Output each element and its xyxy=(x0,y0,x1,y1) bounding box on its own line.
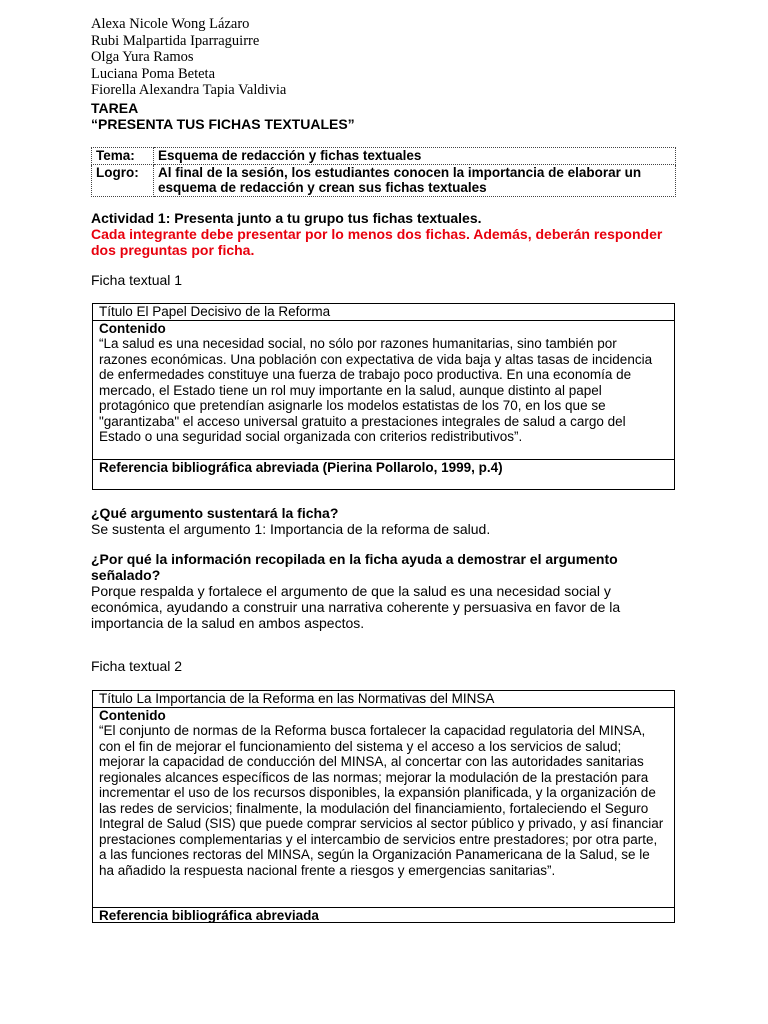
assignment-label: TAREA xyxy=(91,100,139,116)
ficha1-card xyxy=(92,303,675,490)
logro-label: Logro: xyxy=(92,164,154,196)
table-row xyxy=(92,164,676,196)
activity-title: Actividad 1: Presenta junto a tu grupo tus fichas textuales. xyxy=(91,210,482,226)
ficha2-reference: Referencia bibliográfica abreviada xyxy=(99,907,319,923)
logro-value: Al final de la sesión, los estudiantes conocen la importancia de elaborar un esquema de redacción y crean sus fichas textuales xyxy=(154,164,676,196)
tema-label: Tema: xyxy=(92,148,154,165)
question-text: ¿Qué argumento sustentará la ficha? xyxy=(91,505,339,521)
ficha2-content-label: Contenido xyxy=(99,707,166,723)
author-name: Rubi Malpartida Iparraguirre xyxy=(91,32,260,49)
ficha1-content-label: Contenido xyxy=(99,320,166,336)
ficha2-content-cell xyxy=(93,708,674,908)
table-row xyxy=(92,148,676,165)
tema-value: Esquema de redacción y fichas textuales xyxy=(154,148,676,165)
ficha1-reference: Referencia bibliográfica abreviada (Pierina Pollarolo, 1999, p.4) xyxy=(99,459,503,475)
ficha2-content-text: “El conjunto de normas de la Reforma busca fortalecer la capacidad regulatoria del MINSA, con el fin de mejorar el funcionamiento del sistema y el acceso a los servicios de salud; mejorar la capacidad de conducción del MINSA, al concertar con las autoridades sanitarias regionales alcances específicos de las normas; mejorar la modulación de la prestación para incrementar el uso de los recursos disponibles, la expansión planificada, y la organización de las redes de servicios; finalmente, la modulación del financiamiento, fortaleciendo el Seguro Integral de Salud (SIS) que puede comprar servicios al sector público y privado, y así financiar prestaciones complementarias y el intercambio de servicios entre prestadores; por otra parte, a las funciones rectoras del MINSA, según la Organización Panamericana de la Salud, se le ha añadido la respuesta nacional frente a riesgos y emergencias sanitarias”. xyxy=(99,723,664,878)
assignment-header xyxy=(91,100,355,132)
author-name: Olga Yura Ramos xyxy=(91,49,194,65)
ficha2-card xyxy=(92,690,675,923)
activity-section xyxy=(91,210,681,258)
author-name: Alexa Nicole Wong Lázaro xyxy=(91,16,250,32)
assignment-title: “PRESENTA TUS FICHAS TEXTUALES” xyxy=(91,116,355,132)
ficha1-content-cell xyxy=(93,321,674,460)
author-list xyxy=(91,16,286,99)
ficha1-label: Ficha textual 1 xyxy=(91,272,183,288)
ficha1-question-1 xyxy=(91,505,681,537)
author-name: Fiorella Alexandra Tapia Valdivia xyxy=(91,82,287,98)
activity-instruction: Cada integrante debe presentar por lo menos dos fichas. Además, deberán responder dos preguntas por ficha. xyxy=(91,226,663,258)
ficha1-title: Título El Papel Decisivo de la Reforma xyxy=(93,304,674,321)
answer-text: Porque respalda y fortalece el argumento de que la salud es una necesidad social y económica, ayudando a construir una narrativa coherente y persuasiva en favor de la importancia de la salud en ambos aspectos. xyxy=(91,583,621,631)
session-info-table xyxy=(91,147,676,197)
ficha2-title: Título La Importancia de la Reforma en las Normativas del MINSA xyxy=(93,691,674,708)
author-name: Luciana Poma Beteta xyxy=(91,65,216,82)
ficha1-question-2 xyxy=(91,551,681,631)
ficha2-label: Ficha textual 2 xyxy=(91,658,183,674)
answer-text: Se sustenta el argumento 1: Importancia de la reforma de salud. xyxy=(91,521,491,537)
question-text: ¿Por qué la información recopilada en la ficha ayuda a demostrar el argumento señalado? xyxy=(91,551,618,583)
ficha1-content-text: “La salud es una necesidad social, no sólo por razones humanitarias, sino también por razones económicas. Una población con expectativa de vida baja y altas tasas de incidencia de enfermedades constituye una fuerza de trabajo poco productiva. En una economía de mercado, el Estado tiene un rol muy importante en la salud, aunque distinto al papel protagónico que pretendían asignarle los modelos estatistas de los 70, en los que se "garantizaba" el acceso universal gratuito a prestaciones integrales de salud a cargo del Estado o una seguridad social organizada con criterios redistributivos”. xyxy=(99,336,653,444)
